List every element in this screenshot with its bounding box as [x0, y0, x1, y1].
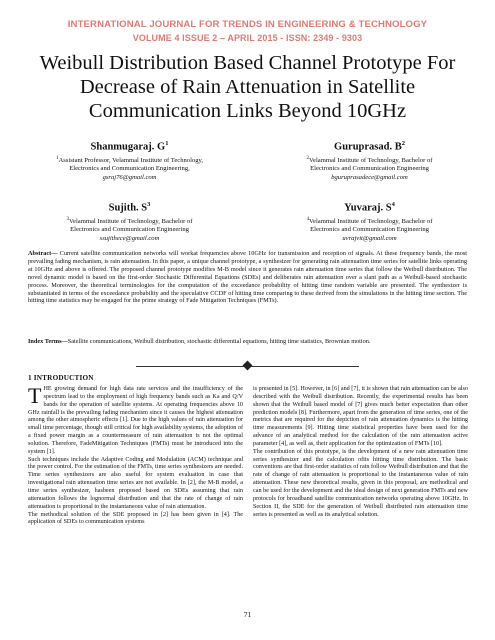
author-name: Sujith. $S^3$ [108, 201, 151, 214]
index-terms-label: Index Terms— [28, 338, 68, 345]
page-number: 71 [243, 610, 252, 619]
index-terms [28, 338, 467, 346]
author-email: uvrajvit@gmail.com [342, 234, 397, 242]
body-paragraph: The methodical solution of the SDE proposed in [2] has been given in [4]. The application of SDEs to communication systems [28, 511, 243, 526]
author-affiliation: $^3$Velammal Institute of Technology, Bachelor of [66, 216, 193, 225]
journal-issue: VOLUME 4 ISSUE 2 – APRIL 2015 - ISSN: 2349 - 9303 [132, 33, 363, 43]
author-department: Electronics and Communication Engineering [70, 226, 189, 234]
author-email: bguruprasadece@gmail.com [331, 173, 408, 181]
paper-title [20, 51, 475, 123]
title-line: Weibull Distribution Based Channel Prototype For [39, 52, 456, 74]
abstract [28, 250, 467, 305]
author-email: gsraj76@gmail.com [102, 173, 157, 181]
journal-name: INTERNATIONAL JOURNAL FOR TRENDS IN ENGINEERING & TECHNOLOGY [67, 19, 428, 30]
section-heading: 1 INTRODUCTION [28, 374, 94, 382]
author-name: Guruprasad. $B^2$ [334, 140, 405, 153]
author-name: Shanmugaraj. $G^1$ [90, 140, 169, 153]
title-line: Communication Links Beyond 10GHz [88, 100, 407, 122]
author-block [22, 137, 237, 182]
body-column-left [28, 383, 243, 527]
body-column-right [253, 386, 468, 519]
author-department: Electronics and Communication Engineering [310, 226, 429, 234]
abstract-text: Current satellite communication networks will workat frequencies above 10GHz for transmission and reception of signals. At these frequency bands, the most prevailing fading mechanism, is rain attenuation. In this paper, a unique channel prototype, a synthesizer for generating rain attenuation time series for satellite links operating at 10GHz and above is offered. The proposed channel prototype modifies M-B model since it generates rain attenuation time series that follow the Weibull distribution. The novel dynamic model is based on the first-order Stochastic Differential Equations (SDEs) and deliberates rain attenuation over a slant path as a Weibull-based stochastic process. Moreover, the theoretical terminologies for the computation of the exceedance probability of hitting time random variable are presented. The synthesizer is substantiated in terms of the exceedance probability and the speculative CCDF of hitting time comparing to these derived from the simulations in the hitting time section. The hitting time statistics may be engaged for the prime strategy of Fade Mitigation Techniques (FMTs). [28, 250, 467, 305]
drop-cap: T [28, 383, 42, 408]
author-block [262, 198, 477, 243]
author-email: ssujithece@gmail.com [99, 234, 160, 242]
body-paragraph: THE growing demand for high data rate services and the insufficiency of the spectrum lead to the employment of high frequency bands such as Ka and Q/V bands for the operation of satellite systems. At operating frequencies above 10 GHz rainfall is the prevailing fading mechanism since it causes the highest attenuation among the other atmospheric effects [1]. Due to the high values of rain attenuation for small time percentage, though still critical for high availability systems, the adoption of a fixed power margin as a countermeasure of rain attenuation is not the optimal solution. Therefore, FadeMitigation Techniques (FMTs) must be introduced into the system [1]. [28, 383, 243, 455]
author-affiliation: $^2$Velammal Institute of Technology, Bachelor of [306, 155, 433, 164]
author-department: Electronics and Communication Engineering [310, 165, 429, 173]
abstract-label: Abstract— [28, 250, 58, 257]
title-line: Decrease of Rain Attenuation in Satellite [79, 76, 416, 98]
body-paragraph: The contribution of this prototype, is the development of a new rain attenuation time series synthesizer and the calculation ofits hitting time distribution. The basic conventions are that first-order statistics of rain follow Weibull distribution and that the rate of change of rain attenuation is proportional to the instantaneous value of rain attenuation. These new theoretical results, given in this proposal, are methodical and can be used for the development and the ideal design of next generation FMTs and new protocols for broadband satellite communication networks operating above 10GHz. In Section II, the SDE for the generation of Weibull distributed rain attenuation time series is presented as well as its analytical solution. [253, 448, 468, 518]
author-affiliation: $^4$Velammal Institute of Technology, Bachelor of [306, 216, 433, 225]
author-block [22, 198, 237, 243]
body-paragraph: Such techniques include the Adaptive Coding and Modulation (ACM) technique and the power control. For the estimation of the FMTs, time series synthesizers are needed. Time series synthesizers are also useful for system evaluation in case that investigational rain attenuation time series are not available. In [2], the M-B model, a time series synthesizer, hasbeen proposed based on SDEs assuming that rain attenuation follows the lognormal distribution and that the rate of change of rain attenuation is proportional to the instantaneous value of rain attenuation. [28, 456, 243, 510]
author-name: Yuvaraj. $S^4$ [344, 201, 395, 214]
index-terms-text: Satellite communications, Weibull distribution, stochastic differential equations, hitting time statistics, Brownian motion. [67, 338, 371, 345]
author-department: Electronics and Communication Engineering, [69, 165, 190, 173]
body-paragraph: is presented in [5]. However, in [6] and [7], it is shown that rain attenuation can be also described with the Weibull distribution. Recently, the experimental results has been shown that the Weibull based model of [7] gives much better expectation than other prediction models [8]. Furthermore, apart from the generation of time series, one of the metrics that are required for the depiction of rain attenuation dynamics is the hitting time measurements [9]. Hitting time statistical properties have been used for the advance of an analytical method for the calculation of the rain attenuation active parameter [4], as well as, their application for the optimization of FMTs [10]. [253, 386, 468, 447]
author-block [262, 137, 477, 182]
diamond-ornament-icon [243, 360, 253, 370]
author-affiliation: $^1$Assistant Professor, Velammal Institute of Technology, [55, 155, 204, 164]
